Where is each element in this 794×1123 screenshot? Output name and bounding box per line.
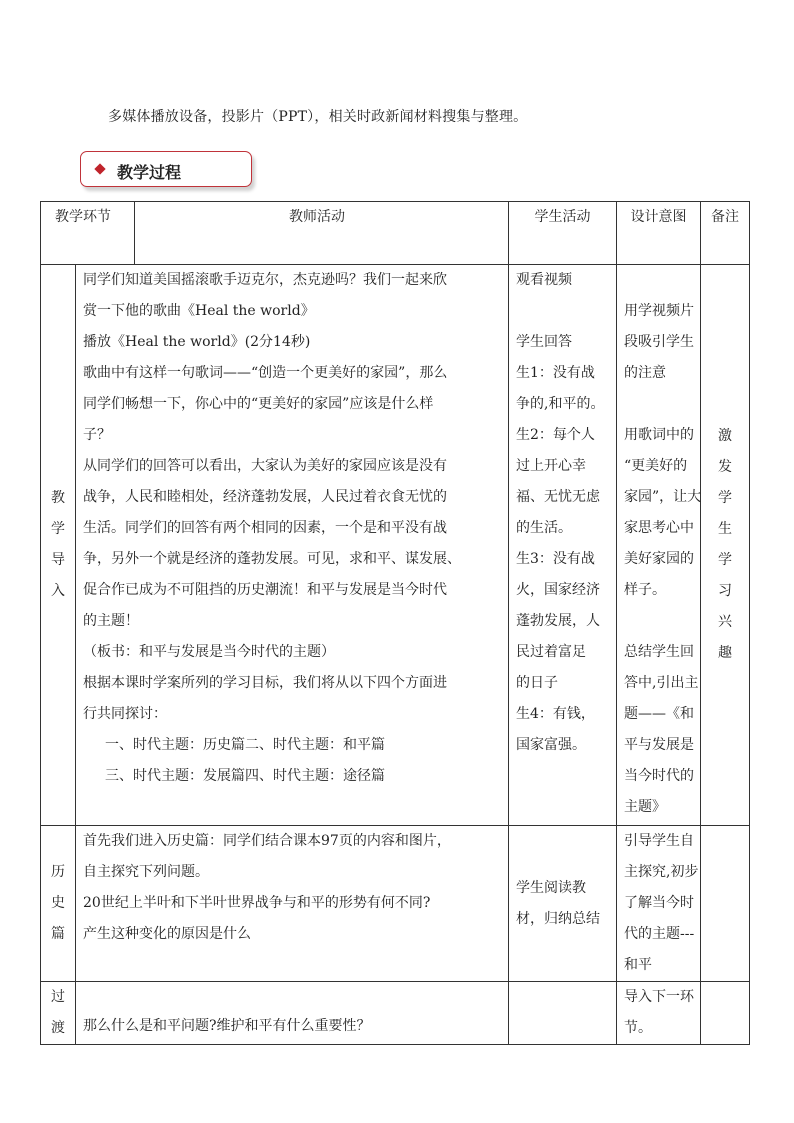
student-line: 争的,和平的。 — [516, 396, 605, 412]
design-line: 样子。 — [624, 582, 666, 598]
design-line: 用学视频片 — [624, 303, 694, 319]
design-line: 引导学生自 — [624, 833, 694, 849]
teacher-line: 战争，人民和睦相处，经济蓬勃发展，人民过着衣食无忧的 — [83, 489, 447, 505]
teacher-lines — [83, 1011, 504, 1042]
teacher-line: 子？ — [83, 427, 111, 443]
header-notes: 备注 — [701, 202, 750, 265]
design-line: 答中,引出主 — [624, 675, 699, 691]
design-lines — [624, 265, 702, 823]
intro-text: 多媒体播放设备，投影片（PPT），相关时政新闻材料搜集与整理。 — [108, 109, 528, 125]
design-line: 用歌词中的 — [624, 427, 694, 443]
student-lines — [516, 873, 612, 935]
row-step — [41, 982, 76, 1045]
teacher-line: 从同学们的回答可以看出，大家认为美好的家园应该是没有 — [83, 458, 447, 474]
row-step — [41, 826, 76, 982]
teacher-lines — [83, 826, 504, 950]
header-teacher: 教师活动 — [135, 202, 509, 265]
design-line: 题——《和 — [624, 706, 694, 722]
teacher-line: 促合作已成为不可阻挡的历史潮流！和平与发展是当今时代 — [83, 582, 447, 598]
design-line: 了解当今时 — [624, 895, 694, 911]
row-step — [41, 265, 76, 826]
student-line: 的日子 — [516, 675, 558, 691]
diamond-icon — [94, 163, 105, 174]
teacher-line: 产生这种变化的原因是什么 — [83, 926, 251, 942]
student-line: 生3：没有战 — [516, 551, 595, 567]
teacher-line: 20世纪上半叶和下半叶世界战争与和平的形势有何不同? — [83, 895, 431, 911]
step-label: 教学导入 — [51, 490, 65, 599]
student-line: 火，国家经济 — [516, 582, 600, 598]
student-line: 的生活。 — [516, 520, 572, 536]
teacher-activity — [76, 982, 509, 1045]
lesson-table — [40, 201, 750, 1045]
design-line: 家园”，让大 — [624, 489, 702, 505]
design-lines — [624, 982, 696, 1044]
design-line: 的注意 — [624, 365, 666, 381]
teacher-line: 行共同探讨： — [83, 706, 167, 722]
notes-cell — [701, 826, 750, 982]
design-line: 代的主题--- — [624, 926, 695, 942]
design-line: 段吸引学生 — [624, 334, 694, 350]
design-line — [624, 606, 696, 637]
design-line: “更美好的 — [624, 458, 688, 474]
design-lines — [624, 826, 699, 981]
design-intent — [617, 826, 701, 982]
design-line: 美好家园的 — [624, 551, 694, 567]
student-activity — [509, 265, 617, 826]
header-step: 教学环节 — [41, 202, 135, 265]
section-header — [80, 151, 252, 187]
design-line: 主题》 — [624, 799, 666, 815]
teacher-line: 生活。同学们的回答有两个相同的因素，一个是和平没有战 — [83, 520, 447, 536]
teacher-line: 那么什么是和平问题?维护和平有什么重要性？ — [83, 1018, 371, 1034]
student-line: 民过着富足 — [516, 644, 586, 660]
teacher-line: 根据本课时学案所列的学习目标，我们将从以下四个方面进 — [83, 675, 447, 691]
teacher-line: 歌曲中有这样一句歌词——“创造一个更美好的家园”，那么 — [83, 365, 448, 381]
design-intent — [617, 265, 701, 826]
student-line: 材，归纳总结 — [516, 910, 600, 927]
teacher-line: 赏一下他的歌曲《Heal the world》 — [83, 303, 315, 319]
notes-text: 激发学生学习兴趣 — [718, 428, 732, 661]
table-row — [41, 826, 750, 982]
teacher-line: 自主探究下列问题。 — [83, 864, 209, 880]
student-activity — [509, 826, 617, 982]
student-line: 学生阅读教 — [516, 879, 586, 896]
student-line: 蓬勃发展，人 — [516, 613, 600, 629]
design-line: 平与发展是 — [624, 737, 694, 753]
section-title: 教学过程 — [117, 163, 182, 182]
student-activity — [509, 982, 617, 1045]
teacher-activity — [76, 265, 509, 826]
notes-cell — [701, 265, 750, 826]
teacher-list-item: 一、时代主题：历史篇二、时代主题：和平篇 — [105, 737, 385, 753]
header-design: 设计意图 — [617, 202, 701, 265]
teacher-line: 争，另外一个就是经济的蓬勃发展。可见，求和平、谋发展、 — [83, 551, 461, 567]
design-line: 家思考心中 — [624, 520, 694, 536]
step-label: 过渡 — [51, 989, 65, 1036]
teacher-lines — [83, 265, 504, 730]
design-line — [624, 389, 696, 420]
student-line: 国家富强。 — [516, 737, 586, 753]
student-line: 学生回答 — [516, 334, 572, 350]
teacher-line: 首先我们进入历史篇：同学们结合课本97页的内容和图片， — [83, 833, 451, 849]
teacher-list-item: 三、时代主题：发展篇四、时代主题：途径篇 — [105, 768, 385, 784]
table-row — [41, 265, 750, 826]
teacher-line: 的主题！ — [83, 613, 139, 629]
teacher-line: （板书：和平与发展是当今时代的主题） — [83, 644, 335, 660]
student-line: 生1：没有战 — [516, 365, 595, 381]
design-line: 当今时代的 — [624, 768, 694, 784]
design-intent — [617, 982, 701, 1045]
teacher-list — [83, 730, 504, 792]
step-label: 历史篇 — [51, 864, 65, 942]
student-line: 过上开心幸 — [516, 458, 586, 474]
design-line: 主探究,初步 — [624, 864, 699, 880]
student-line: 福、无忧无虑 — [516, 489, 600, 505]
table-header-row — [41, 202, 750, 265]
design-line: 总结学生回 — [624, 644, 694, 660]
teacher-line: 同学们知道美国摇滚歌手迈克尔，杰克逊吗？我们一起来欣 — [83, 272, 447, 288]
notes-cell — [701, 982, 750, 1045]
student-line: 生2：每个人 — [516, 427, 595, 443]
design-line: 导入下一环 — [624, 989, 694, 1005]
teacher-activity — [76, 826, 509, 982]
design-line: 节。 — [624, 1020, 652, 1036]
header-student: 学生活动 — [509, 202, 617, 265]
student-lines — [516, 265, 612, 761]
design-line: 和平 — [624, 957, 652, 973]
student-line — [516, 296, 612, 327]
design-line — [624, 265, 696, 296]
teacher-line: 同学们畅想一下，你心中的“更美好的家园”应该是什么样 — [83, 396, 434, 412]
table-row — [41, 982, 750, 1045]
teacher-line: 播放《Heal the world》(2分14秒) — [83, 334, 311, 350]
student-line: 生4：有钱， — [516, 706, 595, 722]
student-line: 观看视频 — [516, 272, 572, 288]
